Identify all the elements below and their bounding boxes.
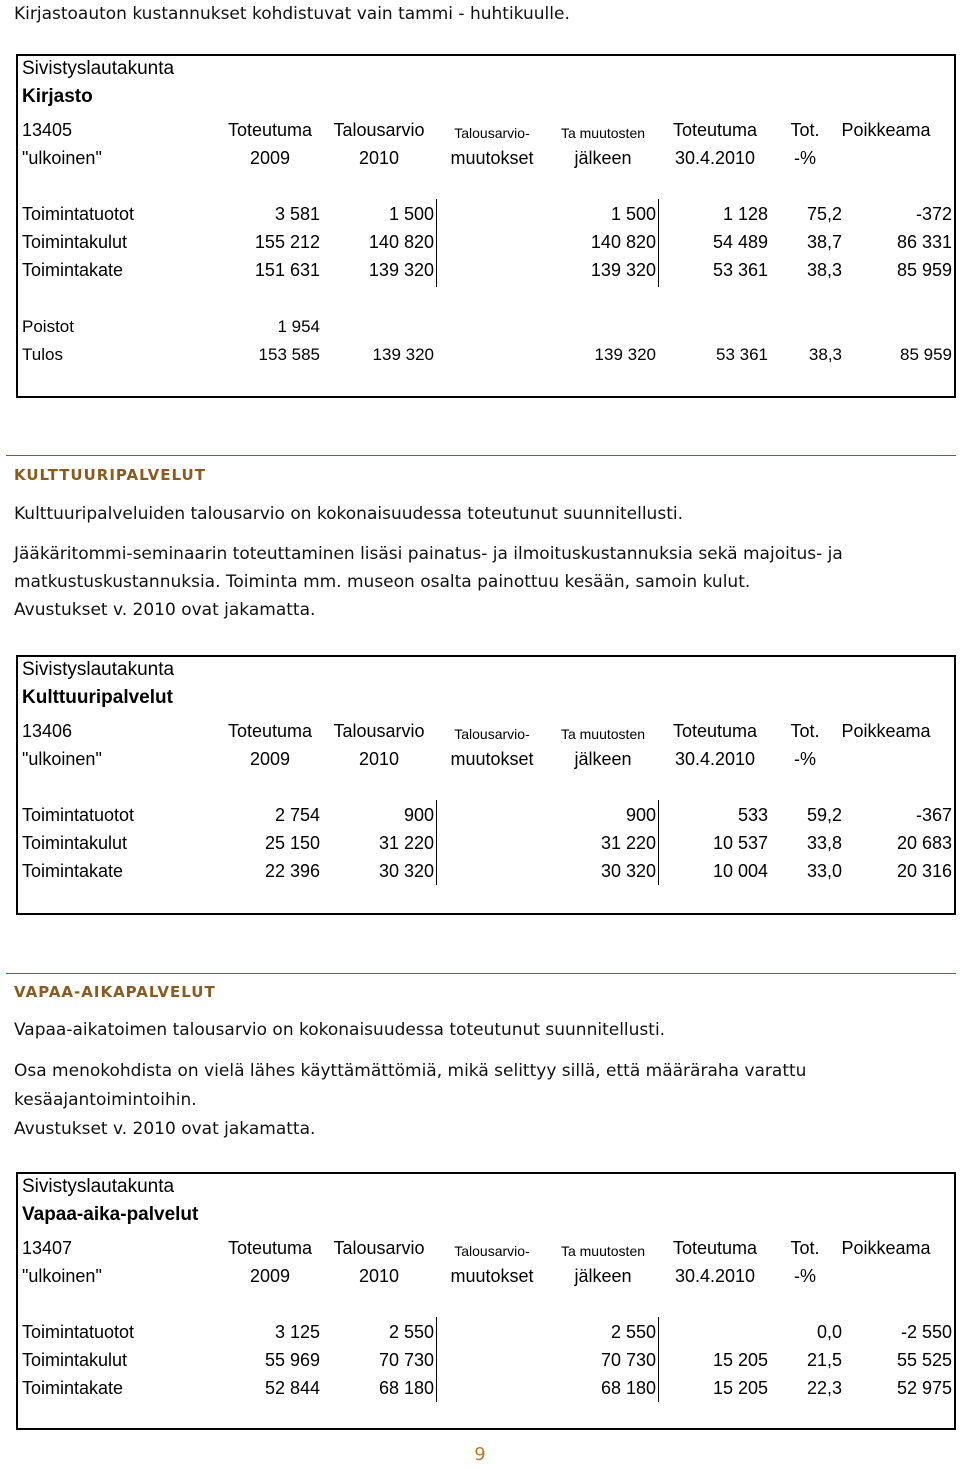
table-cell: 85 959 bbox=[896, 260, 952, 280]
column-header-sub: 2010 bbox=[358, 749, 400, 769]
cost-center-type: "ulkoinen" bbox=[22, 148, 102, 168]
column-header: Tot. bbox=[790, 1238, 820, 1258]
row-label: Toimintakate bbox=[22, 260, 124, 280]
column-header-sub: jälkeen bbox=[574, 1266, 632, 1286]
column-separator bbox=[658, 1317, 659, 1402]
column-header-sub: 2009 bbox=[249, 1266, 291, 1286]
row-label: Toimintakulut bbox=[22, 232, 128, 252]
column-header: Talousarvio bbox=[333, 1238, 425, 1258]
table-cell: 2 754 bbox=[274, 805, 320, 825]
table-cell: 20 316 bbox=[896, 861, 952, 881]
table-cell: 1 954 bbox=[277, 317, 320, 336]
table-cell: 1 500 bbox=[388, 204, 434, 224]
column-header-sub: jälkeen bbox=[574, 749, 632, 769]
table-cell: 15 205 bbox=[712, 1378, 768, 1398]
table-cell: 139 320 bbox=[590, 260, 656, 280]
column-header: Toteutuma bbox=[672, 120, 758, 140]
intro-line: Kirjastoauton kustannukset kohdistuvat vain tammi - huhtikuulle. bbox=[14, 4, 570, 24]
cost-center-code: 13406 bbox=[22, 721, 73, 741]
column-header-sub: jälkeen bbox=[574, 148, 632, 168]
table-cell: 52 844 bbox=[264, 1378, 320, 1398]
table-title-2: Vapaa-aika-palvelut bbox=[22, 1204, 199, 1225]
row-label: Toimintatuotot bbox=[22, 805, 135, 825]
column-header: Tot. bbox=[790, 120, 820, 140]
row-label: Toimintatuotot bbox=[22, 204, 135, 224]
page-number: 9 bbox=[474, 1444, 486, 1465]
column-header: Ta muutosten bbox=[560, 1243, 646, 1259]
vapaa-paragraph-2c: Avustukset v. 2010 ovat jakamatta. bbox=[14, 1119, 316, 1139]
kulttuuri-paragraph-2a: Jääkäritommi-seminaarin toteuttaminen lisäsi painatus- ja ilmoituskustannuksia sekä majoitus- ja bbox=[14, 544, 843, 564]
table-cell: 31 220 bbox=[600, 833, 656, 853]
table-cell: 1 128 bbox=[722, 204, 768, 224]
column-header-sub: -% bbox=[794, 749, 816, 769]
column-header: Talousarvio bbox=[333, 721, 425, 741]
table-title-2: Kulttuuripalvelut bbox=[22, 687, 173, 708]
vapaa-paragraph-1: Vapaa-aikatoimen talousarvio on kokonaisuudessa toteutunut suunnitellusti. bbox=[14, 1020, 666, 1040]
table-title-2: Kirjasto bbox=[22, 86, 93, 107]
table-cell: 900 bbox=[403, 805, 434, 825]
table-cell: 22,3 bbox=[806, 1378, 842, 1398]
table-title-1: Sivistyslautakunta bbox=[22, 58, 175, 79]
table-cell: 53 361 bbox=[712, 260, 768, 280]
table-cell: 3 125 bbox=[274, 1322, 320, 1342]
table-cell: 10 537 bbox=[712, 833, 768, 853]
column-header-sub: muutokset bbox=[450, 148, 534, 168]
table-cell: 0,0 bbox=[816, 1322, 842, 1342]
column-separator bbox=[436, 199, 437, 287]
section-divider bbox=[6, 455, 956, 456]
row-label: Toimintakate bbox=[22, 861, 124, 881]
table-cell: 52 975 bbox=[896, 1378, 952, 1398]
column-header: Toteutuma bbox=[227, 120, 313, 140]
row-label: Poistot bbox=[22, 317, 74, 336]
table-cell: 53 361 bbox=[716, 345, 768, 364]
table-cell: 140 820 bbox=[590, 232, 656, 252]
section-heading-kulttuuri: KULTTUURIPALVELUT bbox=[14, 466, 206, 484]
table-cell: 55 969 bbox=[264, 1350, 320, 1370]
table-cell: 151 631 bbox=[254, 260, 320, 280]
table-kirjasto bbox=[16, 54, 956, 398]
column-header: Toteutuma bbox=[227, 1238, 313, 1258]
section-heading-vapaa: VAPAA-AIKAPALVELUT bbox=[14, 983, 216, 1001]
column-header: Ta muutosten bbox=[560, 125, 646, 141]
column-header-sub: 2009 bbox=[249, 749, 291, 769]
row-label: Toimintakulut bbox=[22, 1350, 128, 1370]
table-cell: 30 320 bbox=[378, 861, 434, 881]
cost-center-code: 13407 bbox=[22, 1238, 73, 1258]
table-cell: 140 820 bbox=[368, 232, 434, 252]
row-label: Toimintakate bbox=[22, 1378, 124, 1398]
column-header: Talousarvio- bbox=[454, 726, 530, 742]
kulttuuri-paragraph-2c: Avustukset v. 2010 ovat jakamatta. bbox=[14, 600, 316, 620]
column-header: Talousarvio bbox=[333, 120, 425, 140]
column-separator bbox=[658, 199, 659, 287]
column-header-sub: -% bbox=[794, 148, 816, 168]
table-cell: 33,8 bbox=[806, 833, 842, 853]
table-cell: -367 bbox=[915, 805, 952, 825]
vapaa-paragraph-2a: Osa menokohdista on vielä lähes käyttämättömiä, mikä selittyy sillä, että määräraha varattu bbox=[14, 1061, 807, 1081]
table-cell: 900 bbox=[625, 805, 656, 825]
column-header: Ta muutosten bbox=[560, 726, 646, 742]
table-cell: 68 180 bbox=[378, 1378, 434, 1398]
table-kulttuuripalvelut bbox=[16, 655, 956, 915]
kulttuuri-paragraph-1: Kulttuuripalveluiden talousarvio on kokonaisuudessa toteutunut suunnitellusti. bbox=[14, 504, 683, 524]
column-header: Poikkeama bbox=[841, 1238, 931, 1258]
kulttuuri-paragraph-2b: matkustuskustannuksia. Toiminta mm. museon osalta painottuu kesään, samoin kulut. bbox=[14, 572, 751, 592]
table-cell: -372 bbox=[915, 204, 952, 224]
table-title-1: Sivistyslautakunta bbox=[22, 1176, 175, 1197]
table-cell: 15 205 bbox=[712, 1350, 768, 1370]
row-label: Toimintakulut bbox=[22, 833, 128, 853]
table-cell: 70 730 bbox=[600, 1350, 656, 1370]
column-header: Poikkeama bbox=[841, 120, 931, 140]
row-label: Tulos bbox=[22, 345, 63, 364]
table-cell: 55 525 bbox=[896, 1350, 952, 1370]
table-cell: 139 320 bbox=[372, 345, 434, 364]
table-cell: 2 550 bbox=[610, 1322, 656, 1342]
column-header: Toteutuma bbox=[672, 1238, 758, 1258]
table-cell: 25 150 bbox=[264, 833, 320, 853]
table-cell: 22 396 bbox=[264, 861, 320, 881]
table-title-1: Sivistyslautakunta bbox=[22, 659, 175, 680]
column-header-sub: 30.4.2010 bbox=[674, 148, 756, 168]
column-header: Talousarvio- bbox=[454, 1243, 530, 1259]
table-cell: 2 550 bbox=[388, 1322, 434, 1342]
table-cell: 33,0 bbox=[806, 861, 842, 881]
table-cell: 86 331 bbox=[896, 232, 952, 252]
column-header: Poikkeama bbox=[841, 721, 931, 741]
table-cell: 68 180 bbox=[600, 1378, 656, 1398]
table-cell: 10 004 bbox=[712, 861, 768, 881]
column-header-sub: muutokset bbox=[450, 1266, 534, 1286]
table-cell: 31 220 bbox=[378, 833, 434, 853]
table-cell: -2 550 bbox=[900, 1322, 952, 1342]
column-header: Tot. bbox=[790, 721, 820, 741]
cost-center-type: "ulkoinen" bbox=[22, 749, 102, 769]
table-cell: 153 585 bbox=[258, 345, 320, 364]
column-header-sub: 2009 bbox=[249, 148, 291, 168]
vapaa-paragraph-2b: kesäajantoimintoihin. bbox=[14, 1090, 197, 1110]
table-cell: 1 500 bbox=[610, 204, 656, 224]
column-header: Toteutuma bbox=[672, 721, 758, 741]
column-header-sub: 2010 bbox=[358, 148, 400, 168]
table-cell: 139 320 bbox=[594, 345, 656, 364]
column-header-sub: 30.4.2010 bbox=[674, 1266, 756, 1286]
column-header: Talousarvio- bbox=[454, 125, 530, 141]
table-cell: 21,5 bbox=[806, 1350, 842, 1370]
column-separator bbox=[436, 1317, 437, 1402]
section-divider bbox=[6, 973, 956, 974]
table-cell: 38,3 bbox=[808, 345, 842, 364]
table-cell: 38,3 bbox=[806, 260, 842, 280]
table-cell: 54 489 bbox=[712, 232, 768, 252]
table-cell: 85 959 bbox=[900, 345, 952, 364]
cost-center-code: 13405 bbox=[22, 120, 73, 140]
column-header-sub: muutokset bbox=[450, 749, 534, 769]
table-cell: 59,2 bbox=[806, 805, 842, 825]
table-cell: 38,7 bbox=[806, 232, 842, 252]
column-header: Toteutuma bbox=[227, 721, 313, 741]
column-header-sub: 30.4.2010 bbox=[674, 749, 756, 769]
table-cell: 30 320 bbox=[600, 861, 656, 881]
table-vapaa-aika-palvelut bbox=[16, 1172, 956, 1430]
table-cell: 75,2 bbox=[806, 204, 842, 224]
table-cell: 155 212 bbox=[254, 232, 320, 252]
row-label: Toimintatuotot bbox=[22, 1322, 135, 1342]
cost-center-type: "ulkoinen" bbox=[22, 1266, 102, 1286]
column-header-sub: -% bbox=[794, 1266, 816, 1286]
column-header-sub: 2010 bbox=[358, 1266, 400, 1286]
table-cell: 70 730 bbox=[378, 1350, 434, 1370]
column-separator bbox=[658, 800, 659, 885]
table-cell: 533 bbox=[737, 805, 768, 825]
table-cell: 3 581 bbox=[274, 204, 320, 224]
table-cell: 139 320 bbox=[368, 260, 434, 280]
column-separator bbox=[436, 800, 437, 885]
table-cell: 20 683 bbox=[896, 833, 952, 853]
